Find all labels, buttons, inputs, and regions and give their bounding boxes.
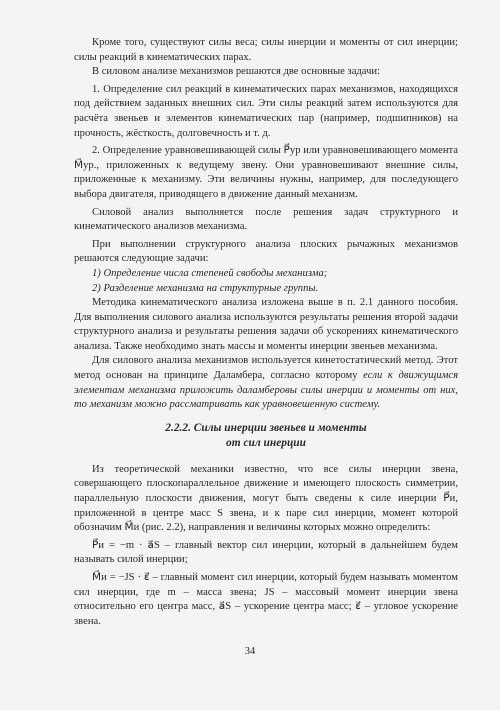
formula-paragraph: P⃗и = −m · a⃗S – главный вектор сил инерции, который в дальнейшем будем называть силой инерции;: [74, 539, 458, 566]
page-body: [74, 36, 458, 629]
paragraph: Из теоретической механики известно, что все силы инерции звена, совершающего плоскопараллельное движение и имеющего плоскость симметрии, параллельную плоскости движения, могут быть сведены к силе инерции P⃗и, приложенной в центре масс S звена, и к паре сил инерции, момент которой обозначим M⃗и (рис. 2.2), направления и величины которых можно определить:: [74, 463, 458, 534]
section-heading: [74, 421, 458, 451]
section-heading-line: 2.2.2. Силы инерции звеньев и моменты: [165, 421, 367, 434]
list-item: 2) Разделение механизма на структурные группы.: [92, 282, 319, 294]
emphasized-text: если к движущимся элементам механизма приложить даламберовы силы инерции и моменты от них, то механизм можно рассматривать как уравновешенную систему.: [74, 370, 458, 411]
paragraph: В силовом анализе механизмов решаются две основные задачи:: [92, 66, 381, 78]
paragraph: Методика кинематического анализа изложена выше в п. 2.1 данного пособия. Для выполнения силового анализа используются результаты решения второй задачи структурного анализа и результаты решения задачи об ускорениях кинематического анализа. Также необходимо знать массы и моменты инерции звеньев механизма.: [74, 297, 458, 352]
page-number: 34: [244, 646, 256, 657]
paragraph-text: Для силового анализа механизмов используется кинетостатический метод. Этот метод основан на принципе Даламбера, согласно которому: [74, 355, 458, 382]
section-heading-line: от сил инерции: [226, 436, 306, 449]
paragraph: 1. Определение сил реакций в кинематических парах механизмов, находящихся под действием заданных внешних сил. Эти силы реакций затем используются для расчёта звеньев и элементов кинематических пар (например, подшипников) на прочность, жёсткость, долговечность и т. д.: [74, 83, 458, 139]
paragraph: [74, 354, 458, 412]
paragraph: 2. Определение уравновешивающей силы P⃗ур или уравновешивающего момента M⃗ур., приложенных к ведущему звену. Они уравновешивают внешние силы, приложенные к механизму. Эти величины нужны, например, для последующего выбора двигателя, приводящего в движение данный механизм.: [74, 145, 458, 200]
paragraph: При выполнении структурного анализа плоских рычажных механизмов решаются следующие задачи:: [74, 238, 458, 265]
list-item: 1) Определение числа степеней свободы механизма;: [92, 267, 328, 279]
formula-paragraph: M⃗и = −JS · ε⃗ – главный момент сил инерции, который будем называть моментом сил инерции, где m – масса звена; JS – массовый момент инерции звена относительно его центра масс, a⃗S – ускорение центра масс; ε⃗ – угловое ускорение звена.: [74, 572, 458, 627]
paragraph: Силовой анализ выполняется после решения задач структурного и кинематического анализов механизма.: [74, 206, 458, 233]
paragraph: Кроме того, существуют силы веса; силы инерции и моменты от сил инерции; силы реакций в кинематических парах.: [74, 37, 458, 63]
